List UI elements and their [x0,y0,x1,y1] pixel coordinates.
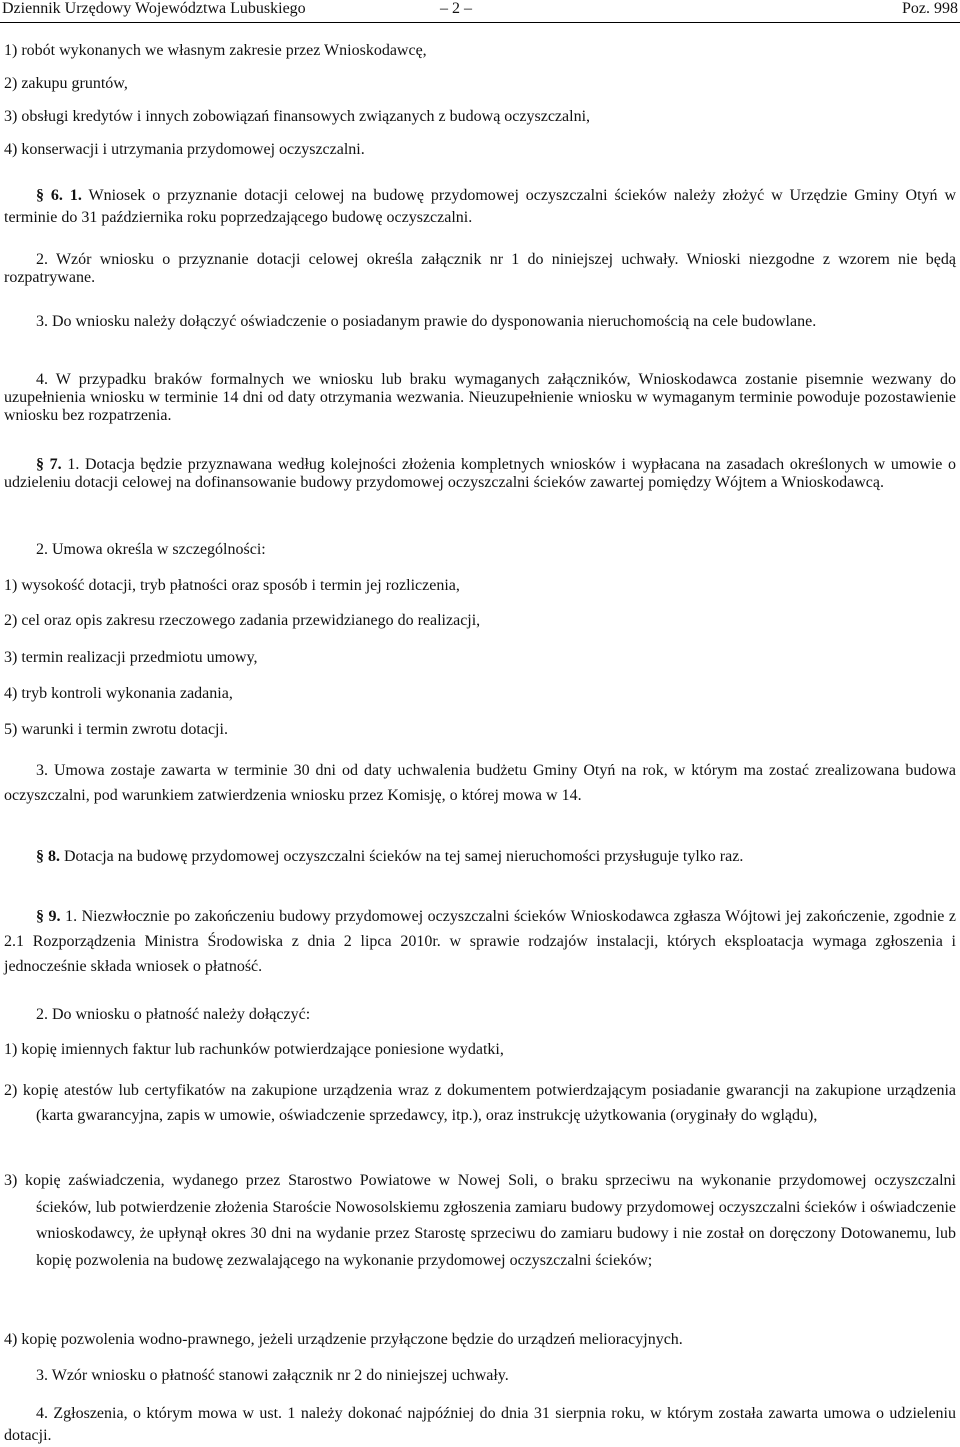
paragraph-text: Dotacja na budowę przydomowej oczyszczalni ścieków na tej samej nieruchomości przysługuje tylko raz. [64,848,744,865]
section-mark: § 9. [36,908,61,925]
section-9-paragraph-4: 4. Zgłoszenia, o którym mowa w ust. 1 należy dokonać najpóźniej do dnia 31 sierpnia roku, w którym została zawarta umowa o udzieleniu dotacji. [4,1405,956,1444]
list-item: 2) zakupu gruntów, [4,75,128,92]
section-8-paragraph [4,844,956,869]
list-item: 4) konserwacji i utrzymania przydomowej oczyszczalni. [4,141,365,158]
section-6-paragraph-1 [4,185,956,229]
list-item: 2) cel oraz opis zakresu rzeczowego zadania przewidzianego do realizacji, [4,612,481,629]
list-item: 1) robót wykonanych we własnym zakresie przez Wnioskodawcę, [4,42,427,59]
list-item: 4) tryb kontroli wykonania zadania, [4,685,233,702]
page-header [0,0,960,23]
section-7-paragraph-1 [4,456,956,492]
list-item: 3) termin realizacji przedmiotu umowy, [4,649,258,666]
list-item: 1) kopię imiennych faktur lub rachunków potwierdzające poniesione wydatki, [4,1041,504,1058]
section-7-paragraph-2: 2. Umowa określa w szczególności: [36,541,266,558]
journal-title: Dziennik Urzędowy Województwa Lubuskiego [2,0,306,17]
paragraph-number: 1. [69,187,82,204]
position-number: Poz. 998 [902,0,958,17]
section-9-paragraph-3: 3. Wzór wniosku o płatność stanowi załącznik nr 2 do niniejszej uchwały. [36,1367,509,1384]
section-7-paragraph-3: 3. Umowa zostaje zawarta w terminie 30 dni od daty uchwalenia budżetu Gminy Otyń na rok, w którym ma zostać zrealizowana budowa oczyszczalni, pod warunkiem zatwierdzenia wniosku przez Komisję, o której mowa w 14. [4,762,956,804]
section-9-paragraph-2: 2. Do wniosku o płatność należy dołączyć: [36,1006,311,1023]
section-6-paragraph-4: 4. W przypadku braków formalnych we wniosku lub braku wymaganych załączników, Wnioskodawca zostanie pisemnie wezwany do uzupełnienia wniosku w terminie 14 dni od daty otrzymania wezwania. Nieuzupełnienie wniosku w wymaganym terminie powoduje pozostawienie wniosku bez rozpatrzenia. [4,371,956,424]
paragraph-text: Niezwłocznie po zakończeniu budowy przydomowej oczyszczalni ścieków Wnioskodawca zgłasza Wójtowi jej zakończenie, zgodnie z 2.1 Rozporządzenia Ministra Środowiska z dnia 2 lipca 2010r. w sprawie rodzajów instalacji, których eksploatacja wymaga zgłoszenia i jednocześnie składa wniosek o płatność. [4,908,957,975]
section-mark: § 7. [36,456,62,473]
section-mark: § 6. [36,187,63,204]
paragraph-number: 1. [65,908,78,925]
list-item: 5) warunki i termin zwrotu dotacji. [4,721,228,738]
page-number: – 2 – [440,0,472,17]
list-item: 4) kopię pozwolenia wodno-prawnego, jeżeli urządzenie przyłączone będzie do urządzeń melioracyjnych. [4,1331,683,1348]
section-mark: § 8. [36,848,60,865]
paragraph-number: 1. [67,456,80,473]
section-6-paragraph-2: 2. Wzór wniosku o przyznanie dotacji celowej określa załącznik nr 1 do niniejszej uchwały. Wnioski niezgodne z wzorem nie będą rozpatrywane. [4,251,956,286]
section-6-paragraph-3: 3. Do wniosku należy dołączyć oświadczenie o posiadanym prawie do dysponowania nieruchomością na cele budowlane. [36,313,817,330]
list-item: 3) kopię zaświadczenia, wydanego przez Starostwo Powiatowe w Nowej Soli, o braku sprzeciwu na wykonanie przydomowej oczyszczalni ścieków, lub potwierdzenie złożenia Staroście Nowosolskiemu zgłoszenia zamiaru budowy przydomowej oczyszczalni ścieków i oświadczenie wnioskodawcy, że upłynął okres 30 dni na wydanie przez Starostę sprzeciwu do zamiaru budowy i nie został on doręczony Dotowanemu, lub kopię pozwolenia na budowę zezwalającego na wykonanie przydomowej oczyszczalni ścieków; [4,1172,956,1269]
paragraph-text: Wniosek o przyznanie dotacji celowej na budowę przydomowej oczyszczalni ścieków należy złożyć w Urzędzie Gminy Otyń w terminie do 31 października roku poprzedzającego budowę oczyszczalni. [4,187,957,226]
list-item: 3) obsługi kredytów i innych zobowiązań finansowych związanych z budową oczyszczalni, [4,108,591,125]
list-item: 1) wysokość dotacji, tryb płatności oraz sposób i termin jej rozliczenia, [4,577,460,594]
paragraph-text: Dotacja będzie przyznawana według kolejności złożenia kompletnych wniosków i wypłacana na zasadach określonych w umowie o udzieleniu dotacji celowej na dofinansowanie budowy przydomowej oczyszczalni ścieków zawartej pomiędzy Wójtem a Wnioskodawcą. [4,456,957,491]
section-9-paragraph-1 [4,904,956,979]
list-item: 2) kopię atestów lub certyfikatów na zakupione urządzenia wraz z dokumentem potwierdzającym posiadanie gwarancji na zakupione urządzenia (karta gwarancyjna, zapis w umowie, oświadczenie sprzedawcy, itp.), oraz instrukcję użytkowania (oryginały do wglądu), [4,1082,956,1124]
